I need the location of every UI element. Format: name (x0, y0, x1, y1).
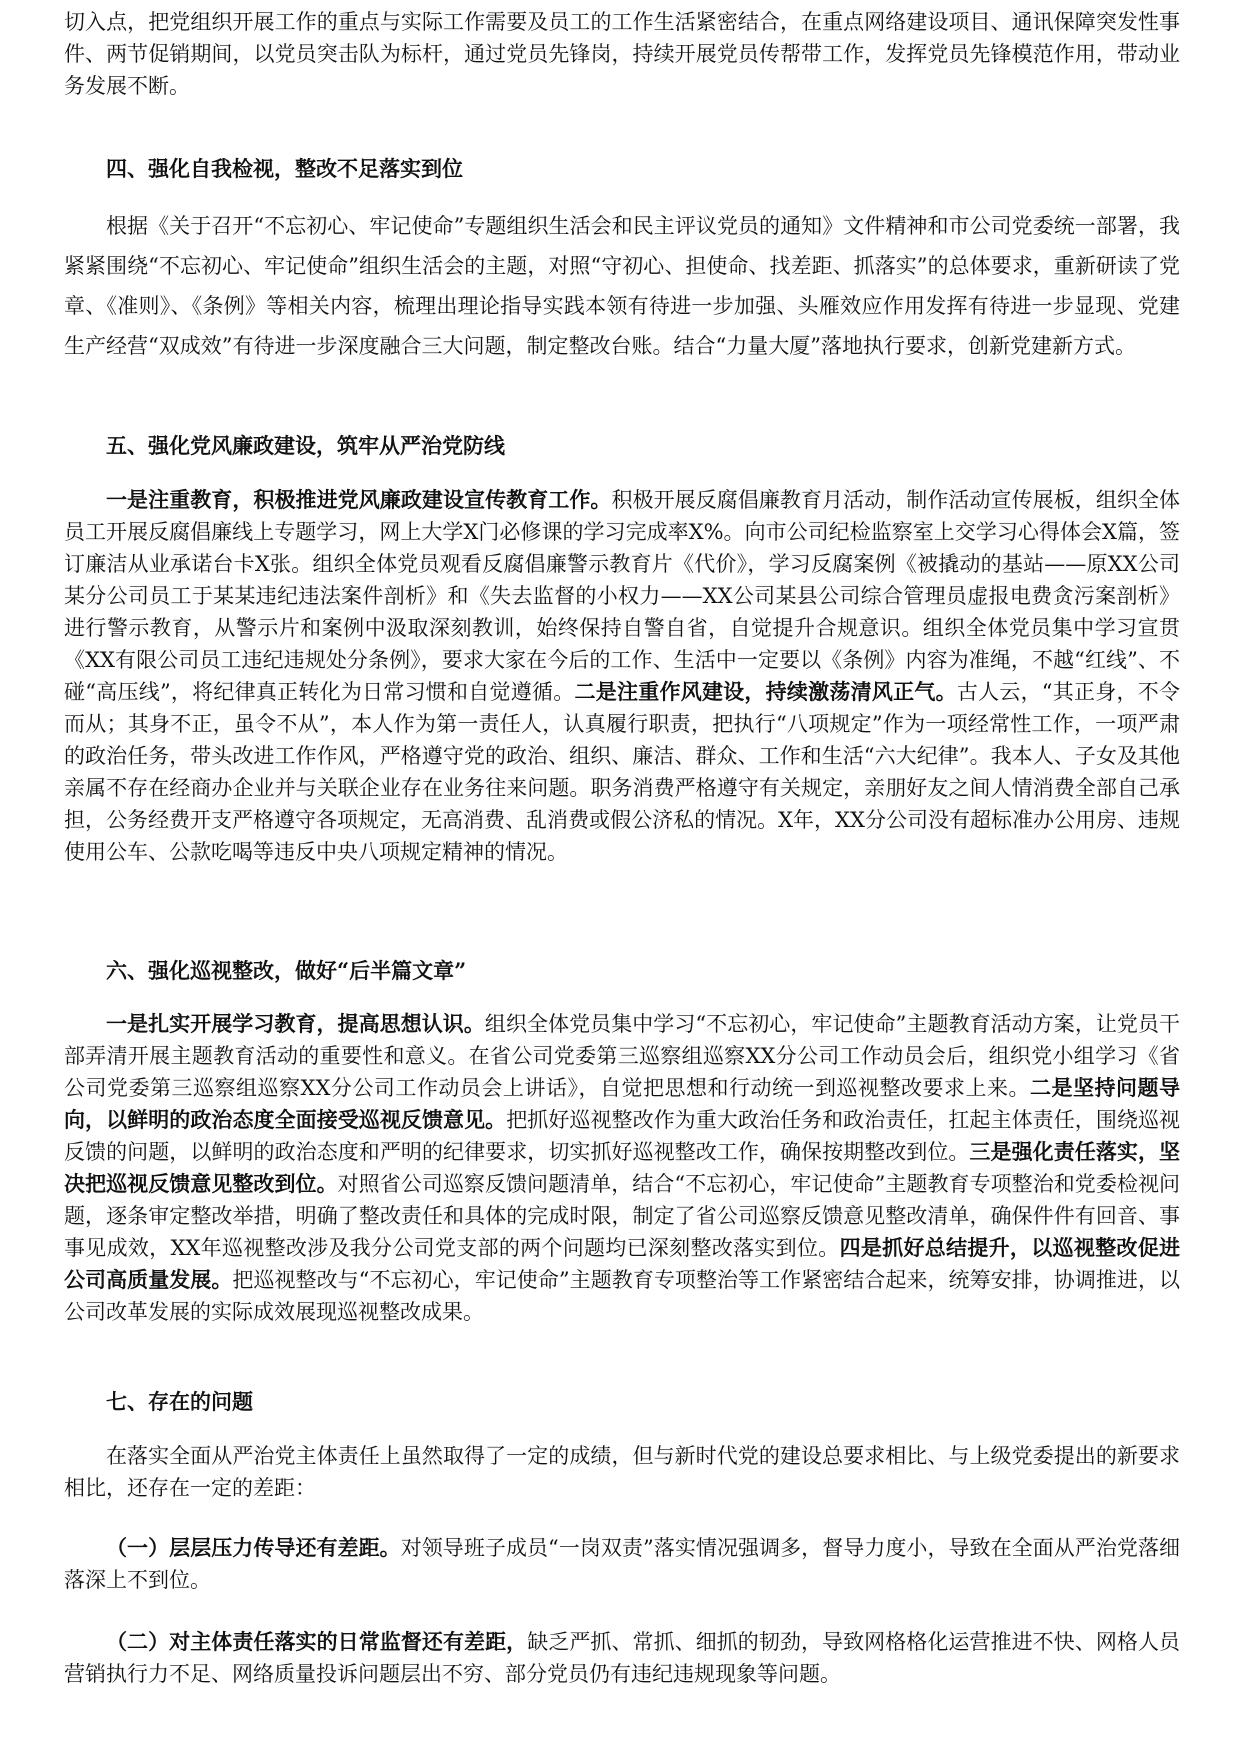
section-7-issue-1-text: 对领导班子成员“一岗双责”落实情况强调多，督导力度小，导致在全面从严治党落细落深上不到位。 (64, 1536, 1181, 1592)
section-7-heading: 七、存在的问题 (106, 1389, 253, 1414)
section-7-issue-2 (64, 1626, 1180, 1690)
section-7-issue-1-title: （一）层层压力传导还有差距。 (106, 1535, 401, 1560)
section-6-point-1-title: 一是扎实开展学习教育，提高思想认识。 (106, 1011, 485, 1036)
section-6-point-2-title: 二是坚持问题导向，以鲜明的政治态度全面接受巡视反馈意见。 (64, 1075, 1180, 1132)
section-5-point-1-title: 一是注重教育，积极推进党风廉政建设宣传教育工作。 (106, 487, 612, 512)
section-5-point-2-text: 古人云，“其正身，不令而从；其身不正，虽令不从”，本人作为第一责任人，认真履行职责，把执行“八项规定”作为一项经常性工作，一项严肃的政治任务，带头改进工作作风，严格遵守党的政治、组织、廉洁、群众、工作和生活“六大纪律”。我本人、子女及其他亲属不存在经商办企业并与关联企业存在业务往来问题。职务消费严格遵守有关规定，亲朋好友之间人情消费全部自己承担，公务经费开支严格遵守各项规定，无高消费、乱消费或假公济私的情况。X年，XX分公司没有超标准办公用房、违规使用公车、公款吃喝等违反中央八项规定精神的情况。 (64, 680, 1180, 864)
intro-paragraph: 切入点，把党组织开展工作的重点与实际工作需要及员工的工作生活紧密结合，在重点网络建设项目、通讯保障突发性事件、两节促销期间，以党员突击队为标杆，通过党员先锋岗，持续开展党员传帮带工作，发挥党员先锋模范作用，带动业务发展不断。 (64, 10, 1180, 98)
section-6-point-1-text: 组织全体党员集中学习“不忘初心，牢记使命”主题教育活动方案，让党员干部弄清开展主题教育活动的重要性和意义。在省公司党委第三巡察组巡察XX分公司工作动员会后，组织党小组学习《省公司党委第三巡察组巡察XX分公司工作动员会上讲话》，自觉把思想和行动统一到巡视整改要求上来。 (64, 1012, 1181, 1100)
section-6-point-3-text: 对照省公司巡察反馈问题清单，结合“不忘初心，牢记使命”主题教育专项整治和党委检视问题，逐条审定整改举措，明确了整改责任和具体的完成时限，制定了省公司巡察反馈意见整改清单，确保件件有回音、事事见成效，XX年巡视整改涉及我分公司党支部的两个问题均已深刻整改落实到位。 (64, 1172, 1181, 1260)
section-5-heading: 五、强化党风廉政建设，筑牢从严治党防线 (106, 433, 505, 458)
section-5-paragraph (64, 484, 1180, 868)
section-7-issue-1 (64, 1532, 1180, 1596)
section-6-paragraph (64, 1008, 1180, 1328)
section-4-paragraph: 根据《关于召开“不忘初心、牢记使命”专题组织生活会和民主评议党员的通知》文件精神和市公司党委统一部署，我紧紧围绕“不忘初心、牢记使命”组织生活会的主题，对照“守初心、担使命、找差距、抓落实”的总体要求，重新研读了党章、《准则》、《条例》等相关内容，梳理出理论指导实践本领有待进一步加强、头雁效应作用发挥有待进一步显现、党建生产经营“双成效”有待进一步深度融合三大问题，制定整改台账。结合“力量大厦”落地执行要求，创新党建新方式。 (64, 214, 1180, 358)
section-7-issue-2-title: （二）对主体责任落实的日常监督还有差距， (106, 1629, 528, 1654)
section-5-point-2-title: 二是注重作风建设，持续激荡清风正气。 (574, 679, 957, 704)
section-4-heading: 四、强化自我检视，整改不足落实到位 (106, 156, 463, 181)
section-6-point-4-text: 把巡视整改与“不忘初心，牢记使命”主题教育专项整治等工作紧密结合起来，统筹安排，协调推进，以公司改革发展的实际成效展现巡视整改成果。 (64, 1268, 1181, 1324)
section-6-heading: 六、强化巡视整改，做好“后半篇文章” (106, 958, 467, 983)
section-7-paragraph: 在落实全面从严治党主体责任上虽然取得了一定的成绩，但与新时代党的建设总要求相比、与上级党委提出的新要求相比，还存在一定的差距： (64, 1444, 1180, 1500)
section-6-point-3-title: 三是强化责任落实，坚决把巡视反馈意见整改到位。 (64, 1139, 1181, 1196)
section-5-point-1-text: 积极开展反腐倡廉教育月活动，制作活动宣传展板，组织全体员工开展反腐倡廉线上专题学习，网上大学X门必修课的学习完成率X%。向市公司纪检监察室上交学习心得体会X篇，签订廉洁从业承诺台卡X张。组织全体党员观看反腐倡廉警示教育片《代价》，学习反腐案例《被撬动的基站——原XX公司某分公司员工于某某违纪违法案件剖析》和《失去监督的小权力——XX公司某县公司综合管理员虚报电费贪污案剖析》进行警示教育，从警示片和案例中汲取深刻教训，始终保持自警自省，自觉提升合规意识。组织全体党员集中学习宣贯《XX有限公司员工违纪违规处分条例》，要求大家在今后的工作、生活中一定要以《条例》内容为准绳，不越“红线”、不碰“高压线”，将纪律真正转化为日常习惯和自觉遵循。 (64, 488, 1181, 704)
section-7-issue-2-text: 缺乏严抓、常抓、细抓的韧劲，导致网格格化运营推进不快、网格人员营销执行力不足、网络质量投诉问题层出不穷、部分党员仍有违纪违规现象等问题。 (64, 1630, 1181, 1686)
section-6-point-2-text: 把抓好巡视整改作为重大政治任务和政治责任，扛起主体责任，围绕巡视反馈的问题，以鲜明的政治态度和严明的纪律要求，切实抓好巡视整改工作，确保按期整改到位。 (64, 1108, 1181, 1164)
section-6-point-4-title: 四是抓好总结提升，以巡视整改促进公司高质量发展。 (64, 1235, 1181, 1292)
